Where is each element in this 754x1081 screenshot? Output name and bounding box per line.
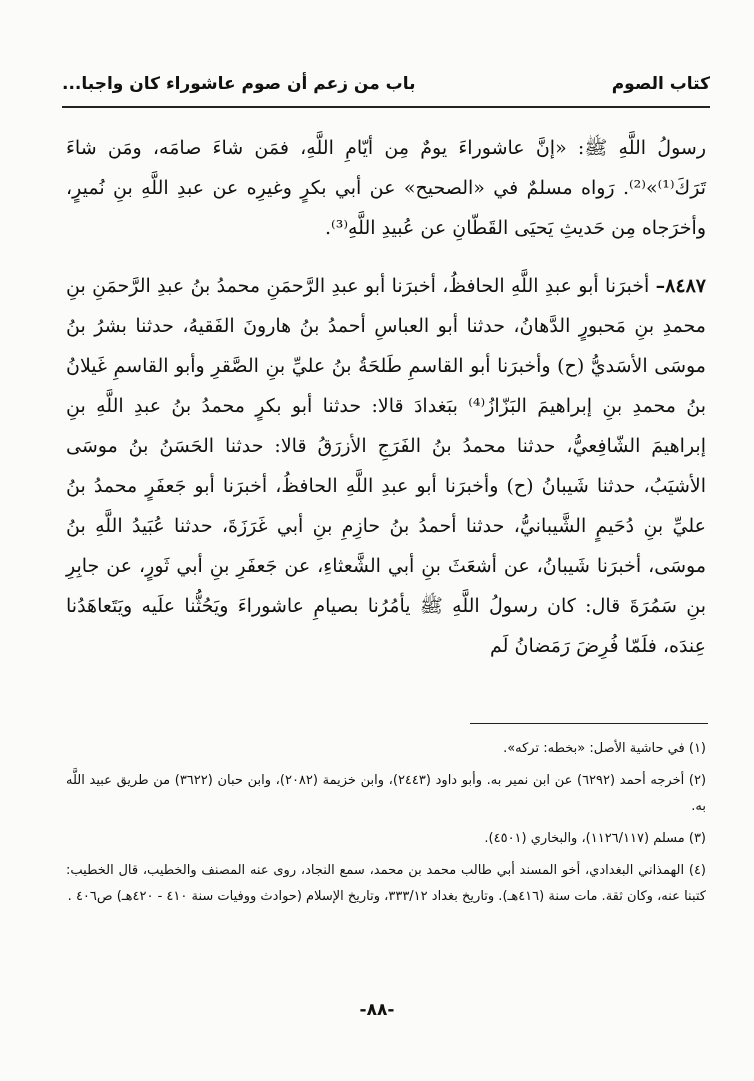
paragraph-2 [66,266,706,666]
hadith-number: ٨٤٨٧– [655,275,706,297]
running-header [62,74,710,102]
footnote-1: (١) في حاشية الأصل: «بخطه: تركه». [503,741,706,756]
footnote-divider [470,723,708,724]
footnote-2: (٢) أخرجه أحمد (٦٢٩٢) عن ابن نمير به. وأبو داود (٢٤٤٣)، وابن خزيمة (٢٠٨٢)، وابن حبان (٣٦٢٢) من طريق عبيد اللَّه به. [66,773,707,814]
book-title: كتاب الصوم [611,74,710,94]
paragraph-1: رسولُ اللَّهِ ﷺ: «إنَّ عاشوراءَ يومٌ مِن أيّامِ اللَّهِ، فمَن شاءَ صامَه، ومَن شاءَ تَرَكَ⁽¹⁾»⁽²⁾. رَواه مسلمٌ في «الصحيح» عن أبي بكرٍ وغيرِه عن عبدِ اللَّهِ بنِ نُميرٍ، وأخرَجاه مِن حَديثِ يَحيَى القَطّانِ عن عُبيدِ اللَّهِ⁽³⁾. [66,137,706,239]
header-divider [62,106,710,108]
main-text [66,128,706,666]
hadith-text: أخبرَنا أبو عبدِ اللَّهِ الحافظُ، أخبرَنا أبو عبدِ الرَّحمَنِ محمدُ بنُ عبدِ الرَّحمَنِ بنِ محمدِ بنِ مَحبورٍ الدَّهانُ، حدثنا أبو العباسِ أحمدُ بنُ هارونَ الفَقيهُ، حدثنا بشرُ بنُ موسَى الأسَديُّ (ح) وأخبرَنا أبو القاسمِ طَلحَةُ بنُ عليِّ بنِ الصَّقرِ وأبو القاسمِ غَيلانُ بنُ محمدِ بنِ إبراهيمَ البَزّازُ⁽⁴⁾ ببَغدادَ قالا: حدثنا أبو بكرٍ محمدُ بنُ عبدِ اللَّهِ بنِ إبراهيمَ الشّافِعيُّ، حدثنا محمدُ بنُ الفَرَجِ الأزرَقُ قالا: حدثنا الحَسَنُ بنُ موسَى الأشيَبُ، حدثنا شَيبانُ (ح) وأخبرَنا أبو عبدِ اللَّهِ الحافظُ، أخبرَنا أبو جَعفَرٍ محمدُ بنُ عليِّ بنِ دُحَيمٍ الشَّيبانيُّ، حدثنا أحمدُ بنُ حازِمِ بنِ أبي غَرَزَةَ، حدثنا عُبَيدُ اللَّهِ بنُ موسَى، أخبرَنا شَيبانُ، عن أشعَثَ بنِ أبي الشَّعثاءِ، عن جَعفَرِ بنِ أبي ثَورٍ، عن جابِرِ بنِ سَمُرَةَ قال: كان رسولُ اللَّهِ ﷺ يأمُرُنا بصيامِ عاشوراءَ ويَحُثُّنا علَيه ويَتَعاهَدُنا عِندَه، فلَمّا فُرِضَ رَمَضانُ لَم [66,275,706,657]
chapter-title: باب من زعم أن صوم عاشوراء كان واجبا... [62,74,416,94]
footnote-4: (٤) الهمذاني البغدادي، أخو المسند أبي طالب محمد بن محمد، سمع النجاد، روى عنه المصنف والخطيب، قال الخطيب: كتبنا عنه، وكان ثقة. مات سنة (٤١٦هـ). وتاريخ بغداد ٣٣٣/١٢، وتاريخ الإسلام (حوادث ووفيات سنة ٤١٠ - ٤٢٠هـ) ص٤٠٦ . [66,863,706,904]
footnote-3: (٣) مسلم (١١٢٦/١١٧)، والبخاري (٤٥٠١). [484,831,706,846]
footnotes [66,736,706,916]
page-number: -٨٨- [359,1000,395,1020]
